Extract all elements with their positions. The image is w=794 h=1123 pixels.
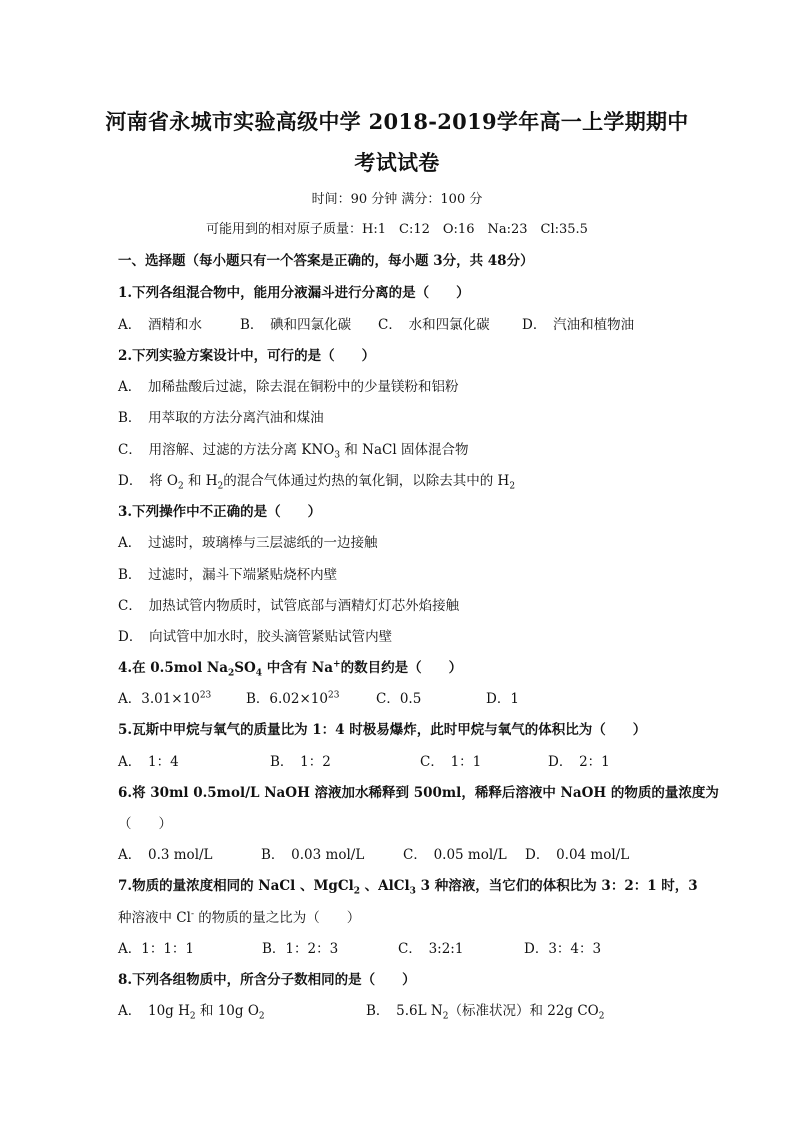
q7-option-c: C． 3:2:1 (398, 941, 464, 957)
q8-option-a: A． 10g $H_2$ 和 10g $O_2$ (118, 1003, 265, 1022)
section-heading: 一、选择题（每小题只有一个答案是正确的，每小题 3分，共 48分） (118, 253, 534, 269)
q7-option-a: A．1：1：1 (118, 941, 195, 957)
q3-option-d: D． 向试管中加水时，胶头滴管紧贴试管内壁 (118, 629, 393, 645)
q7-option-d: D．3：4：3 (524, 941, 602, 957)
q3-option-a: A． 过滤时，玻璃棒与三层滤纸的一边接触 (118, 535, 378, 551)
q2-option-d: D． 将 $O_2$ 和 $H_2$的混合气体通过灼热的氧化铜，以除去其中的 $H_2$ (118, 473, 516, 492)
q1-option-a: A． 酒精和水 (118, 317, 202, 333)
question-1-options (118, 313, 634, 333)
question-7-stem-cont: 种溶液中 Cl- 的物质的量之比为（ ） (118, 909, 361, 926)
question-8-stem: 8.下列各组物质中，所含分子数相同的是（ ） (118, 972, 416, 988)
q5-option-a: A． 1：4 (118, 754, 179, 770)
question-5-options (118, 750, 610, 770)
q6-option-b: B． 0.03 mol/L (261, 847, 365, 863)
q5-option-c: C． 1：1 (420, 754, 482, 770)
q6-option-d: D． 0.04 mol/L (525, 847, 630, 863)
q3-option-c: C． 加热试管内物质时，试管底部与酒精灯灯芯外焰接触 (118, 598, 460, 614)
q6-option-a: A． 0.3 mol/L (118, 847, 213, 863)
q4-option-a: A．$3.01\times 10^{23}$ (118, 690, 212, 707)
question-3-stem: 3.下列操作中不正确的是（ ） (118, 504, 322, 520)
q4-option-d: D．1 (486, 691, 519, 707)
question-8-options (118, 999, 605, 1022)
exam-title-line2: 考试试卷 (354, 150, 440, 175)
question-2-stem: 2.下列实验方案设计中，可行的是（ ） (118, 348, 376, 364)
q5-option-b: B． 1：2 (270, 754, 331, 770)
q1-option-b: B． 碘和四氯化碳 (240, 317, 352, 333)
q2-option-a: A． 加稀盐酸后过滤，除去混在铜粉中的少量镁粉和铝粉 (118, 379, 459, 395)
q3-option-b: B． 过滤时，漏斗下端紧贴烧杯内壁 (118, 567, 338, 583)
question-5-stem: 5.瓦斯中甲烷与氧气的质量比为 1：4 时极易爆炸，此时甲烷与氧气的体积比为（ ） (118, 722, 647, 738)
q2-option-c: C． 用溶解、过滤的方法分离 $KNO_3$ 和 NaCl 固体混合物 (118, 442, 469, 461)
question-4-options (118, 687, 519, 707)
question-6-options (118, 843, 629, 863)
question-4-stem: 4.在 0.5mol $Na_2SO_4$ 中含有 Na+的数目约是（ ） (118, 659, 463, 679)
q6-option-c: C． 0.05 mol/L (403, 847, 507, 863)
question-6-stem-cont: （ ） (118, 816, 172, 832)
q5-option-d: D． 2：1 (548, 754, 610, 770)
question-7-stem: 7.物质的量浓度相同的 NaCl 、MgCl$_2$ 、AlCl$_3$ 3 种溶液，当它们的体积比为 3：2：1 时，3 (118, 878, 698, 897)
q7-option-b: B．1：2：3 (262, 941, 339, 957)
exam-title-line1: 河南省永城市实验高级中学 2018-2019学年高一上学期期中 (105, 109, 689, 134)
atomic-mass-info: 可能用到的相对原子质量：H:1 C:12 O:16 Na:23 Cl:35.5 (206, 222, 588, 237)
q1-option-c: C． 水和四氯化碳 (378, 317, 490, 333)
question-6-stem: 6.将 30ml 0.5mol/L NaOH 溶液加水稀释到 500ml，稀释后溶液中 NaOH 的物质的量浓度为 (118, 785, 719, 801)
time-info: 时间：90 分钟 满分：100 分 (311, 192, 483, 207)
question-1-stem: 1.下列各组混合物中，能用分液漏斗进行分离的是（ ） (118, 285, 470, 301)
q2-option-b: B． 用萃取的方法分离汽油和煤油 (118, 410, 324, 426)
q4-option-b: B．$6.02\times 10^{23}$ (246, 690, 340, 707)
q8-option-b: B． 5.6L $N_2$（标准状况）和 22g $CO_2$ (366, 1003, 605, 1022)
question-7-options (118, 937, 601, 957)
q4-option-c: C．0.5 (376, 691, 422, 707)
q1-option-d: D． 汽油和植物油 (522, 317, 635, 333)
